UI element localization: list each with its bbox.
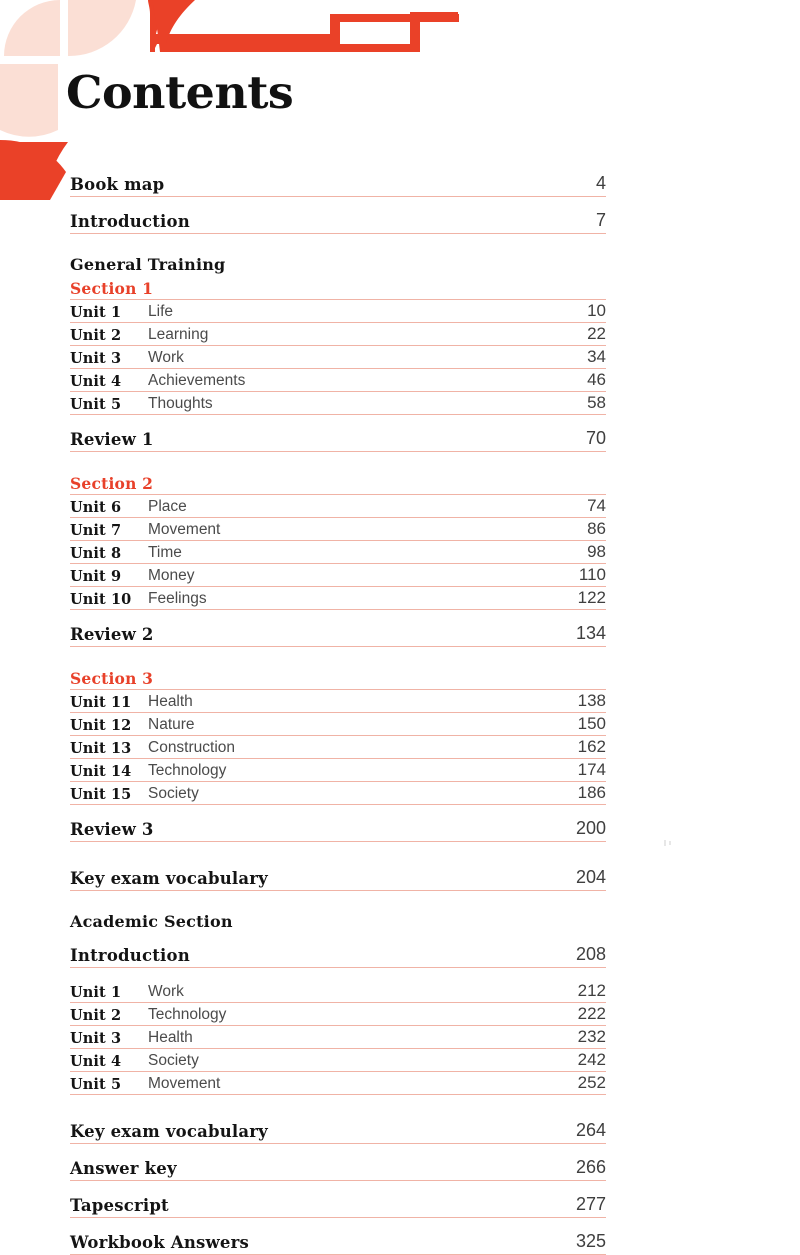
toc-row-book-map[interactable] — [70, 160, 606, 197]
unit-label: Unit 13 — [70, 740, 132, 757]
red-banner-bar-fill — [152, 0, 458, 52]
page-number: 222 — [577, 1004, 606, 1023]
page-number: 122 — [577, 588, 606, 607]
unit-topic: Technology — [148, 1006, 227, 1023]
unit-topic: Construction — [148, 739, 236, 756]
toc-row-unit-8-time[interactable] — [70, 541, 606, 564]
page-number: 22 — [587, 324, 606, 343]
page-number: 98 — [587, 542, 606, 561]
page-number: 232 — [577, 1027, 606, 1046]
unit-label: Unit 6 — [70, 499, 122, 516]
unit-topic: Health — [148, 693, 193, 710]
unit-label: Unit 7 — [70, 522, 122, 539]
toc-row-unit-3-work[interactable] — [70, 346, 606, 369]
unit-label: Unit 10 — [70, 591, 132, 608]
page-number: 34 — [587, 347, 606, 366]
toc-row-key-exam-vocabulary[interactable] — [70, 1107, 606, 1144]
page-number: 204 — [575, 867, 606, 887]
entry-label: Answer key — [70, 1159, 177, 1178]
toc-row-unit-7-movement[interactable] — [70, 518, 606, 541]
row-spacer — [70, 891, 606, 908]
section-heading: Section 1 — [70, 279, 154, 298]
toc-row-unit-1-work[interactable] — [70, 980, 606, 1003]
unit-topic: Time — [148, 544, 182, 561]
page-number: 212 — [577, 981, 606, 1000]
unit-label: Unit 5 — [70, 396, 122, 413]
unit-topic: Thoughts — [148, 395, 213, 412]
page-number: 325 — [575, 1231, 606, 1251]
toc-row-unit-9-money[interactable] — [70, 564, 606, 587]
page-number: 186 — [577, 783, 606, 802]
toc-row-answer-key[interactable] — [70, 1144, 606, 1181]
entry-label: Workbook Answers — [70, 1233, 250, 1252]
toc-row-unit-15-society[interactable] — [70, 782, 606, 805]
page-number: 174 — [577, 760, 606, 779]
unit-label: Unit 9 — [70, 568, 122, 585]
unit-topic: Life — [148, 303, 173, 320]
unit-topic: Achievements — [148, 372, 246, 389]
toc-row-academic-section[interactable] — [70, 908, 606, 931]
page-number: 134 — [575, 623, 606, 643]
entry-label: Introduction — [70, 212, 190, 231]
pale-pink-quarter-circle-large — [0, 64, 58, 137]
scan-speckle — [669, 841, 671, 845]
toc-row-workbook-answers[interactable] — [70, 1218, 606, 1255]
unit-topic: Movement — [148, 1075, 221, 1092]
red-banner-bar — [148, 0, 459, 52]
entry-label: Key exam vocabulary — [70, 1122, 268, 1141]
row-spacer — [70, 1095, 606, 1107]
page-number: 264 — [575, 1120, 606, 1140]
toc-row-tapescript[interactable] — [70, 1181, 606, 1218]
page-number: 277 — [575, 1194, 606, 1214]
unit-topic: Nature — [148, 716, 195, 733]
unit-label: Unit 1 — [70, 304, 122, 321]
toc-row-unit-5-thoughts[interactable] — [70, 392, 606, 415]
page-number: 10 — [587, 301, 606, 320]
page-number: 7 — [595, 210, 606, 230]
unit-label: Unit 4 — [70, 1053, 122, 1070]
entry-label: Review 3 — [70, 820, 154, 839]
toc-row-unit-1-life[interactable] — [70, 300, 606, 323]
toc-row-key-exam-vocabulary[interactable] — [70, 854, 606, 891]
page-number: 242 — [577, 1050, 606, 1069]
entry-label: Book map — [70, 175, 165, 194]
page-number: 252 — [577, 1073, 606, 1092]
toc-row-unit-4-society[interactable] — [70, 1049, 606, 1072]
toc-row-unit-12-nature[interactable] — [70, 713, 606, 736]
pale-pink-quarter-circle-upper-right — [68, 0, 136, 56]
unit-topic: Society — [148, 1052, 199, 1069]
entry-label: Tapescript — [70, 1196, 169, 1215]
unit-topic: Movement — [148, 521, 221, 538]
page-number: 4 — [595, 173, 606, 193]
pale-pink-quarter-circle-top — [4, 0, 60, 56]
entry-label: Review 2 — [70, 625, 154, 644]
toc-row-unit-11-health[interactable] — [70, 690, 606, 713]
toc-row-unit-4-achievements[interactable] — [70, 369, 606, 392]
toc-row-unit-10-feelings[interactable] — [70, 587, 606, 610]
unit-label: Unit 2 — [70, 327, 122, 344]
page-number: 46 — [587, 370, 606, 389]
unit-topic: Technology — [148, 762, 227, 779]
row-spacer — [70, 452, 606, 469]
toc-row-unit-2-technology[interactable] — [70, 1003, 606, 1026]
toc-row-section-3[interactable] — [70, 664, 606, 690]
toc-row-unit-3-health[interactable] — [70, 1026, 606, 1049]
unit-topic: Place — [148, 498, 187, 515]
toc-row-unit-5-movement[interactable] — [70, 1072, 606, 1095]
row-spacer — [70, 234, 606, 251]
toc-row-general-training[interactable] — [70, 251, 606, 274]
scan-speckle — [664, 840, 666, 846]
page-number: 110 — [578, 565, 606, 584]
section-heading: Section 3 — [70, 669, 154, 688]
table-of-contents — [70, 160, 606, 1255]
page-number: 162 — [577, 737, 606, 756]
unit-label: Unit 15 — [70, 786, 132, 803]
toc-row-introduction[interactable] — [70, 931, 606, 968]
unit-label: Unit 4 — [70, 373, 122, 390]
page-number: 86 — [587, 519, 606, 538]
group-heading: Academic Section — [70, 912, 233, 931]
toc-row-section-1[interactable] — [70, 274, 606, 300]
entry-label: Key exam vocabulary — [70, 869, 268, 888]
unit-label: Unit 14 — [70, 763, 132, 780]
unit-label: Unit 8 — [70, 545, 122, 562]
page-number: 208 — [575, 944, 606, 964]
section-heading: Section 2 — [70, 474, 154, 493]
group-heading: General Training — [70, 255, 226, 274]
page-number: 150 — [577, 714, 606, 733]
unit-label: Unit 5 — [70, 1076, 122, 1093]
red-arc-bottom-left-body — [0, 140, 66, 200]
unit-label: Unit 3 — [70, 350, 122, 367]
toc-row-review-1[interactable] — [70, 415, 606, 452]
entry-label: Introduction — [70, 946, 190, 965]
page-title: Contents — [66, 66, 294, 119]
toc-row-unit-14-technology[interactable] — [70, 759, 606, 782]
unit-topic: Money — [148, 567, 195, 584]
unit-topic: Feelings — [148, 590, 207, 607]
unit-topic: Work — [148, 349, 184, 366]
unit-label: Unit 3 — [70, 1030, 122, 1047]
page-number: 58 — [587, 393, 606, 412]
toc-row-review-2[interactable] — [70, 610, 606, 647]
page-number: 200 — [575, 818, 606, 838]
unit-label: Unit 11 — [70, 694, 132, 711]
toc-row-introduction[interactable] — [70, 197, 606, 234]
row-spacer — [70, 647, 606, 664]
page-number: 74 — [587, 496, 606, 515]
toc-row-unit-2-learning[interactable] — [70, 323, 606, 346]
page-number: 138 — [577, 691, 606, 710]
toc-row-review-3[interactable] — [70, 805, 606, 842]
red-arc-bottom-left — [0, 142, 68, 200]
unit-topic: Learning — [148, 326, 209, 343]
entry-label: Review 1 — [70, 430, 154, 449]
unit-topic: Work — [148, 983, 184, 1000]
page-number: 266 — [575, 1157, 606, 1177]
unit-label: Unit 12 — [70, 717, 132, 734]
toc-row-unit-6-place[interactable] — [70, 495, 606, 518]
unit-topic: Health — [148, 1029, 193, 1046]
toc-row-section-2[interactable] — [70, 469, 606, 495]
unit-label: Unit 2 — [70, 1007, 122, 1024]
toc-row-unit-13-construction[interactable] — [70, 736, 606, 759]
page-number: 70 — [585, 428, 606, 448]
row-spacer — [70, 968, 606, 980]
unit-label: Unit 1 — [70, 984, 122, 1001]
row-spacer — [70, 842, 606, 854]
unit-topic: Society — [148, 785, 199, 802]
